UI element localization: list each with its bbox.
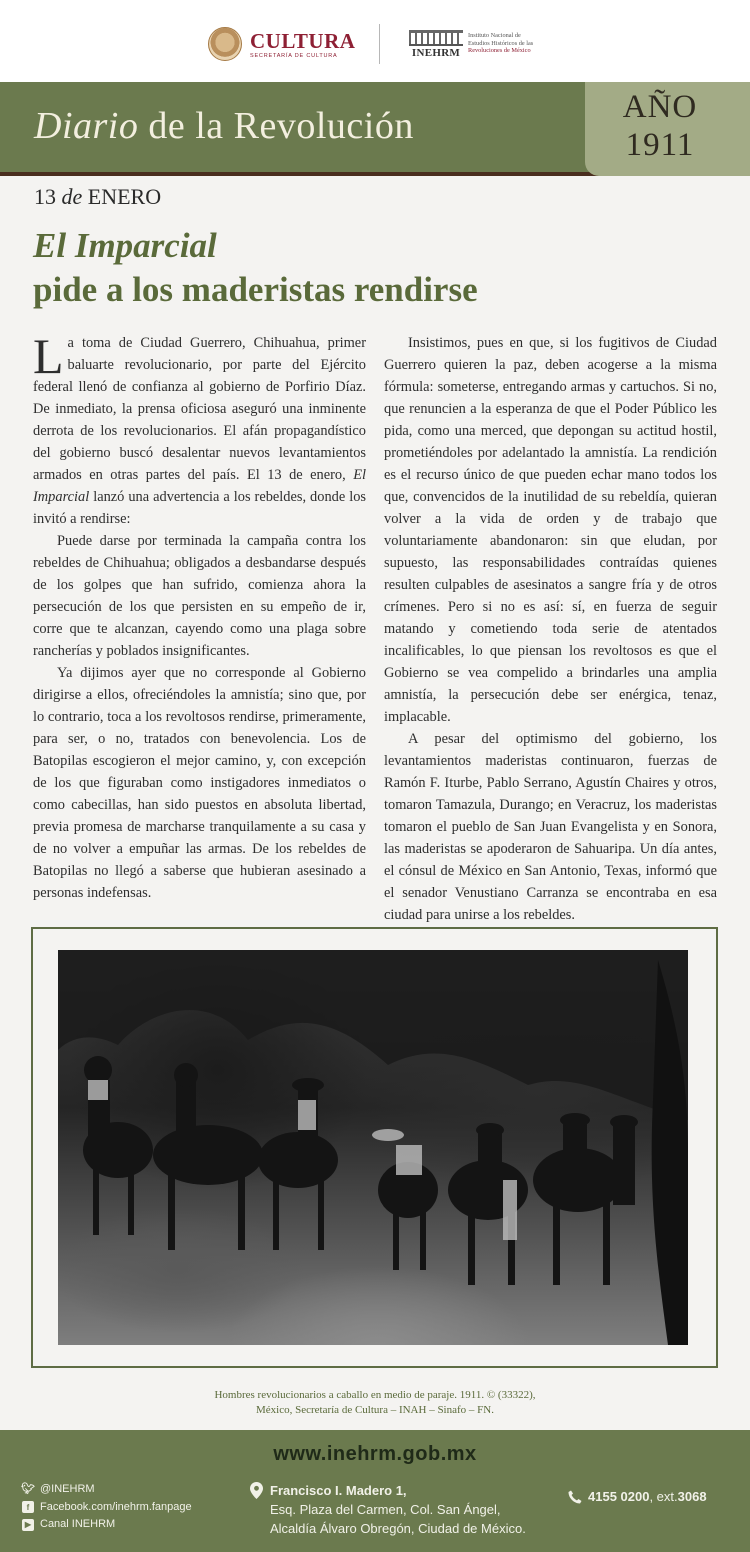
website-link[interactable]: www.inehrm.gob.mx [273, 1443, 477, 1465]
social-links [22, 1481, 192, 1534]
year-label: AÑO [622, 89, 698, 125]
paragraph: La toma de Ciudad Guerrero, Chihuahua, primer baluarte revolucionario, por parte del Ejército federal llenó de confianza al gobierno de Porfirio Díaz. De inmediato, la prensa oficiosa aseguró una inminente derrota de los revolucionarios. El afán propagandístico del gobierno buscó desalentar nuevos levantamientos armados en otras partes del país. El 13 de enero, El Imparcial lanzó una advertencia a los rebeldes, donde los invitó a rendirse: [33, 328, 366, 527]
phone-contact[interactable]: 4155 0200 , ext. 3068 [568, 1489, 707, 1504]
quote-paragraph: Ya dijimos ayer que no corresponde al Gobierno dirigirse a ellos, ofreciéndoles la amnistía; sino que, por lo contrario, toca a los revoltosos rendirse, primeramente, para ser, o no, tratados con benevolencia. Los de Batopilas escogieron el mejor camino, y, con excepción de los que figuraban como instigadores inmediatos o como cabecillas, han sido puestos en absoluta libertad, previa promesa de marcharse tranquilamente a su casa y de no volver a empuñar las armas. De los rebeldes de Batopilas no llegó a saberse que hubieran asesinado a personas indefensas. [33, 665, 366, 901]
year-value: 1911 [625, 127, 695, 163]
photo-caption: Hombres revolucionarios a caballo en medio de paraje. 1911. © (33322), México, Secretaría de Cultura – INAH – Sinafo – FN. [214, 1389, 536, 1416]
facebook-icon: f [22, 1501, 34, 1513]
article-column-left [33, 328, 366, 904]
drop-cap: L [33, 328, 64, 384]
entry-date: 13 de ENERO [34, 184, 162, 209]
inehrm-logo[interactable] [408, 30, 558, 60]
quote-paragraph: Insistimos, pues en que, si los fugitivos de Ciudad Guerrero quieren la paz, deben acogerse a la misma fórmula: someterse, entregando armas y cartuchos. Si no, que renuncien a la esperanza de que el Poder Público les pida, como una merced, que depongan su actitud hostil, prometiéndoles por adelantado la amnistía. La rendición es el recurso único de que pueden echar mano todos los que, convencidos de la inutilidad de su rebeldía, quieran volver a la vida de orden y de trabajo que voluntariamente abandonaron: sin que eludan, por supuesto, las responsabilidades contraídas quienes resulten culpables de asesinatos a sangre fría y de otros crímenes. Pero si no es así: sí, en fuerza de seguir matando y cometiendo toda serie de atentados incalificables, lo que piensan los revoltosos es que el Gobierno se vea compelido a brindarles una amplia amnistía, la persecución debe ser enérgica, tenaz, implacable. [384, 335, 717, 725]
article-column-right [384, 332, 717, 926]
riders-silhouettes [58, 950, 688, 1345]
header-logos [0, 0, 750, 82]
address: Francisco I. Madero 1, Esq. Plaza del Carmen, Col. San Ángel, Alcaldía Álvaro Obregón, Ciudad de México. [270, 1483, 526, 1536]
headline-line-1: El Imparcial [33, 226, 217, 265]
youtube-icon: ▶ [22, 1519, 34, 1531]
historical-photo[interactable] [58, 950, 688, 1345]
national-seal-icon [208, 27, 242, 61]
logo-divider [379, 24, 380, 64]
headline [33, 224, 478, 312]
headline-line-2: pide a los maderistas rendirse [33, 270, 478, 309]
quote-paragraph: Puede darse por terminada la campaña contra los rebeldes de Chihuahua; obligados a desbandarse después de los golpes que han sufrido, comienza ahora la persecución de los que persisten en su empeño de ir, corre que te alcanzan, cayendo como una plaga sobre rancherías y poblados insignificantes. [33, 533, 366, 659]
inehrm-wordmark: INEHRM [411, 47, 461, 59]
phone-icon [568, 1490, 582, 1504]
twitter-icon: 🐦︎ [21, 1483, 35, 1495]
building-icon [409, 30, 463, 46]
cultura-wordmark: CULTURA [250, 28, 356, 53]
cultura-subtitle: SECRETARÍA DE CULTURA [250, 52, 338, 59]
inehrm-description: Instituto Nacional de Estudios Históricos de las Revoluciones de México [468, 32, 534, 54]
cultura-logo[interactable] [208, 26, 355, 62]
publication-title: Diario de la Revolución [34, 105, 414, 147]
paragraph: A pesar del optimismo del gobierno, los levantamientos maderistas continuaron, fuerzas de Ramón F. Iturbe, Pablo Serrano, Agustín Chaires y otros, tomaron Tamazula, Durango; en Veracruz, los maderistas tomaron el pueblo de San Juan Evangelista y en Sonora, las maderistas se apoderaron de Sahuaripa. Un día antes, el cónsul de México en San Antonio, Texas, informó que el senador Venustiano Carranza se encontraba en esa ciudad para unirse a los rebeldes. [384, 731, 717, 923]
social-link-twitter[interactable]: 🐦︎ @INEHRM [21, 1483, 95, 1495]
social-link-youtube[interactable]: ▶ Canal INEHRM [22, 1516, 192, 1534]
social-link-facebook[interactable]: f Facebook.com/inehrm.fanpage [22, 1499, 192, 1517]
